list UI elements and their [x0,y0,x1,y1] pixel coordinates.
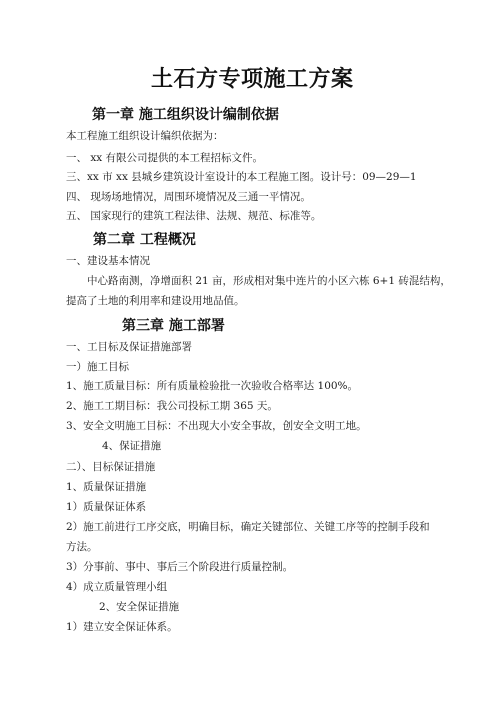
chapter-2-line: 提高了土地的利用率和建设用地品值。 [66,295,245,307]
chapter-3-line: 2）施工前进行工序交底，明确目标，确定关键部位、关键工序等的控制手段和 [66,521,430,533]
chapter-3-line: 一）施工目标 [66,361,129,373]
chapter-3-line: 1）质量保证体系 [66,501,147,513]
chapter-3-line: 4、保证措施 [102,440,162,452]
chapter-3-line: 一、工目标及保证措施部署 [66,341,192,353]
chapter-1-heading: 第一章 施工组织设计编制依据 [92,107,279,123]
chapter-3-line: 1）建立安全保证体系。 [66,621,178,633]
chapter-3-line: 1、质量保证措施 [66,481,147,493]
chapter-3-line: 方法。 [66,541,98,553]
chapter-3-line: 二）、目标保证措施 [66,461,156,473]
chapter-2-line: 一、建设基本情况 [66,255,150,267]
chapter-3-line: 2、施工工期目标：我公司投标工期 365 天。 [66,400,278,412]
chapter-1-line: 本工程施工组织设计编织依据为： [66,130,224,142]
chapter-3-line: 4）成立质量管理小组 [66,581,168,593]
chapter-3-line: 3）分事前、事中、事后三个阶段进行质量控制。 [66,561,294,573]
chapter-3-line: 1、施工质量目标：所有质量检验批一次验收合格率达 100%。 [66,380,359,392]
chapter-3-heading: 第三章 施工部署 [122,318,225,334]
chapter-2-line: 中心路南测，净增面积 21 亩，形成相对集中连片的小区六栋 6+1 砖混结构， [87,275,451,287]
chapter-1-line: 三、xx 市 xx 县城乡建筑设计室设计的本工程施工图。设计号：09—29—1 [66,171,417,183]
chapter-3-line: 2、安全保证措施 [99,601,180,613]
chapter-1-line: 五、 国家现行的建筑工程法律、法规、规范、标准等。 [66,210,322,222]
document-title: 土石方专项施工方案 [151,67,354,92]
chapter-3-line: 3、安全文明施工目标：不出现大小安全事故，创安全文明工地。 [66,420,367,432]
chapter-2-heading: 第二章 工程概况 [93,232,196,248]
chapter-1-line: 一、 xx 有限公司提供的本工程招标文件。 [66,152,264,164]
chapter-1-line: 四、 现场场地情况，周围环境情况及三通一平情况。 [66,191,311,203]
